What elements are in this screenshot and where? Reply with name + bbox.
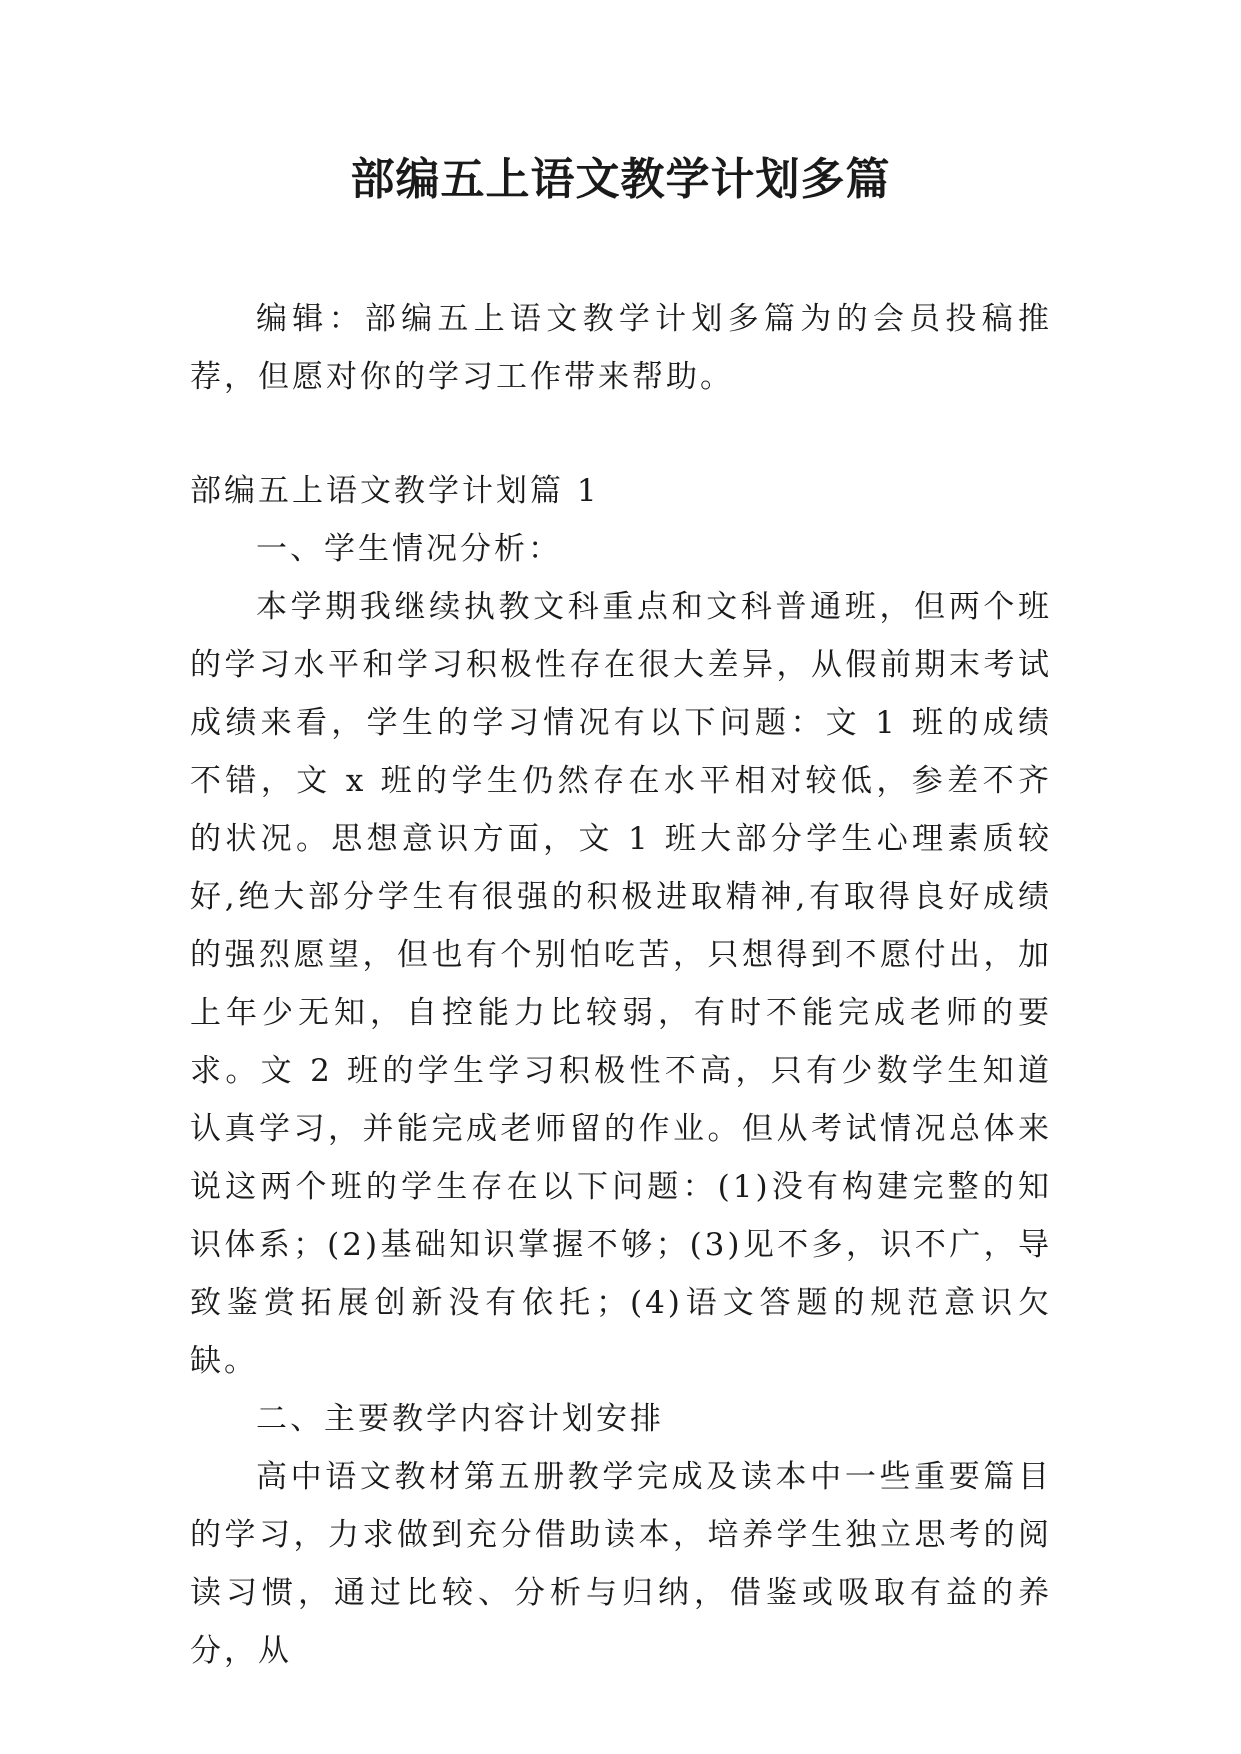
intro-paragraph: 编辑：部编五上语文教学计划多篇为的会员投稿推荐，但愿对你的学习工作带来帮助。 [190,301,1052,395]
paragraph-student-analysis: 本学期我继续执教文科重点和文科普通班，但两个班的学习水平和学习积极性存在很大差异，从假前期末考试成绩来看，学生的学习情况有以下问题：文 1 班的成绩不错，文 x 班的学生仍然存在水平相对较低，参差不齐的状况。思想意识方面，文 1 班大部分学生心理素质较好,绝大部分学生有很强的积极进取精神,有取得良好成绩的强烈愿望，但也有个别怕吃苦，只想得到不愿付出，加上年少无知，自控能力比较弱，有时不能完成老师的要求。文 2 班的学生学习积极性不高，只有少数学生知道认真学习，并能完成老师留的作业。但从考试情况总体来说这两个班的学生存在以下问题：(1)没有构建完整的知识体系；(2)基础知识掌握不够；(3)见不多，识不广，导致鉴赏拓展创新没有依托；(4)语文答题的规范意识欠缺。 [190,589,1052,1379]
section-heading: 部编五上语文教学计划篇 1 [190,473,600,509]
document-title: 部编五上语文教学计划多篇 [350,154,891,205]
subheading-student-analysis: 一、学生情况分析： [256,531,562,567]
section-content [190,520,1052,1680]
paragraph-teaching-plan: 高中语文教材第五册教学完成及读本中一些重要篇目的学习，力求做到充分借助读本，培养学生独立思考的阅读习惯，通过比较、分析与归纳，借鉴或吸取有益的养分，从 [190,1459,1052,1669]
subheading-teaching-plan: 二、主要教学内容计划安排 [256,1401,664,1437]
